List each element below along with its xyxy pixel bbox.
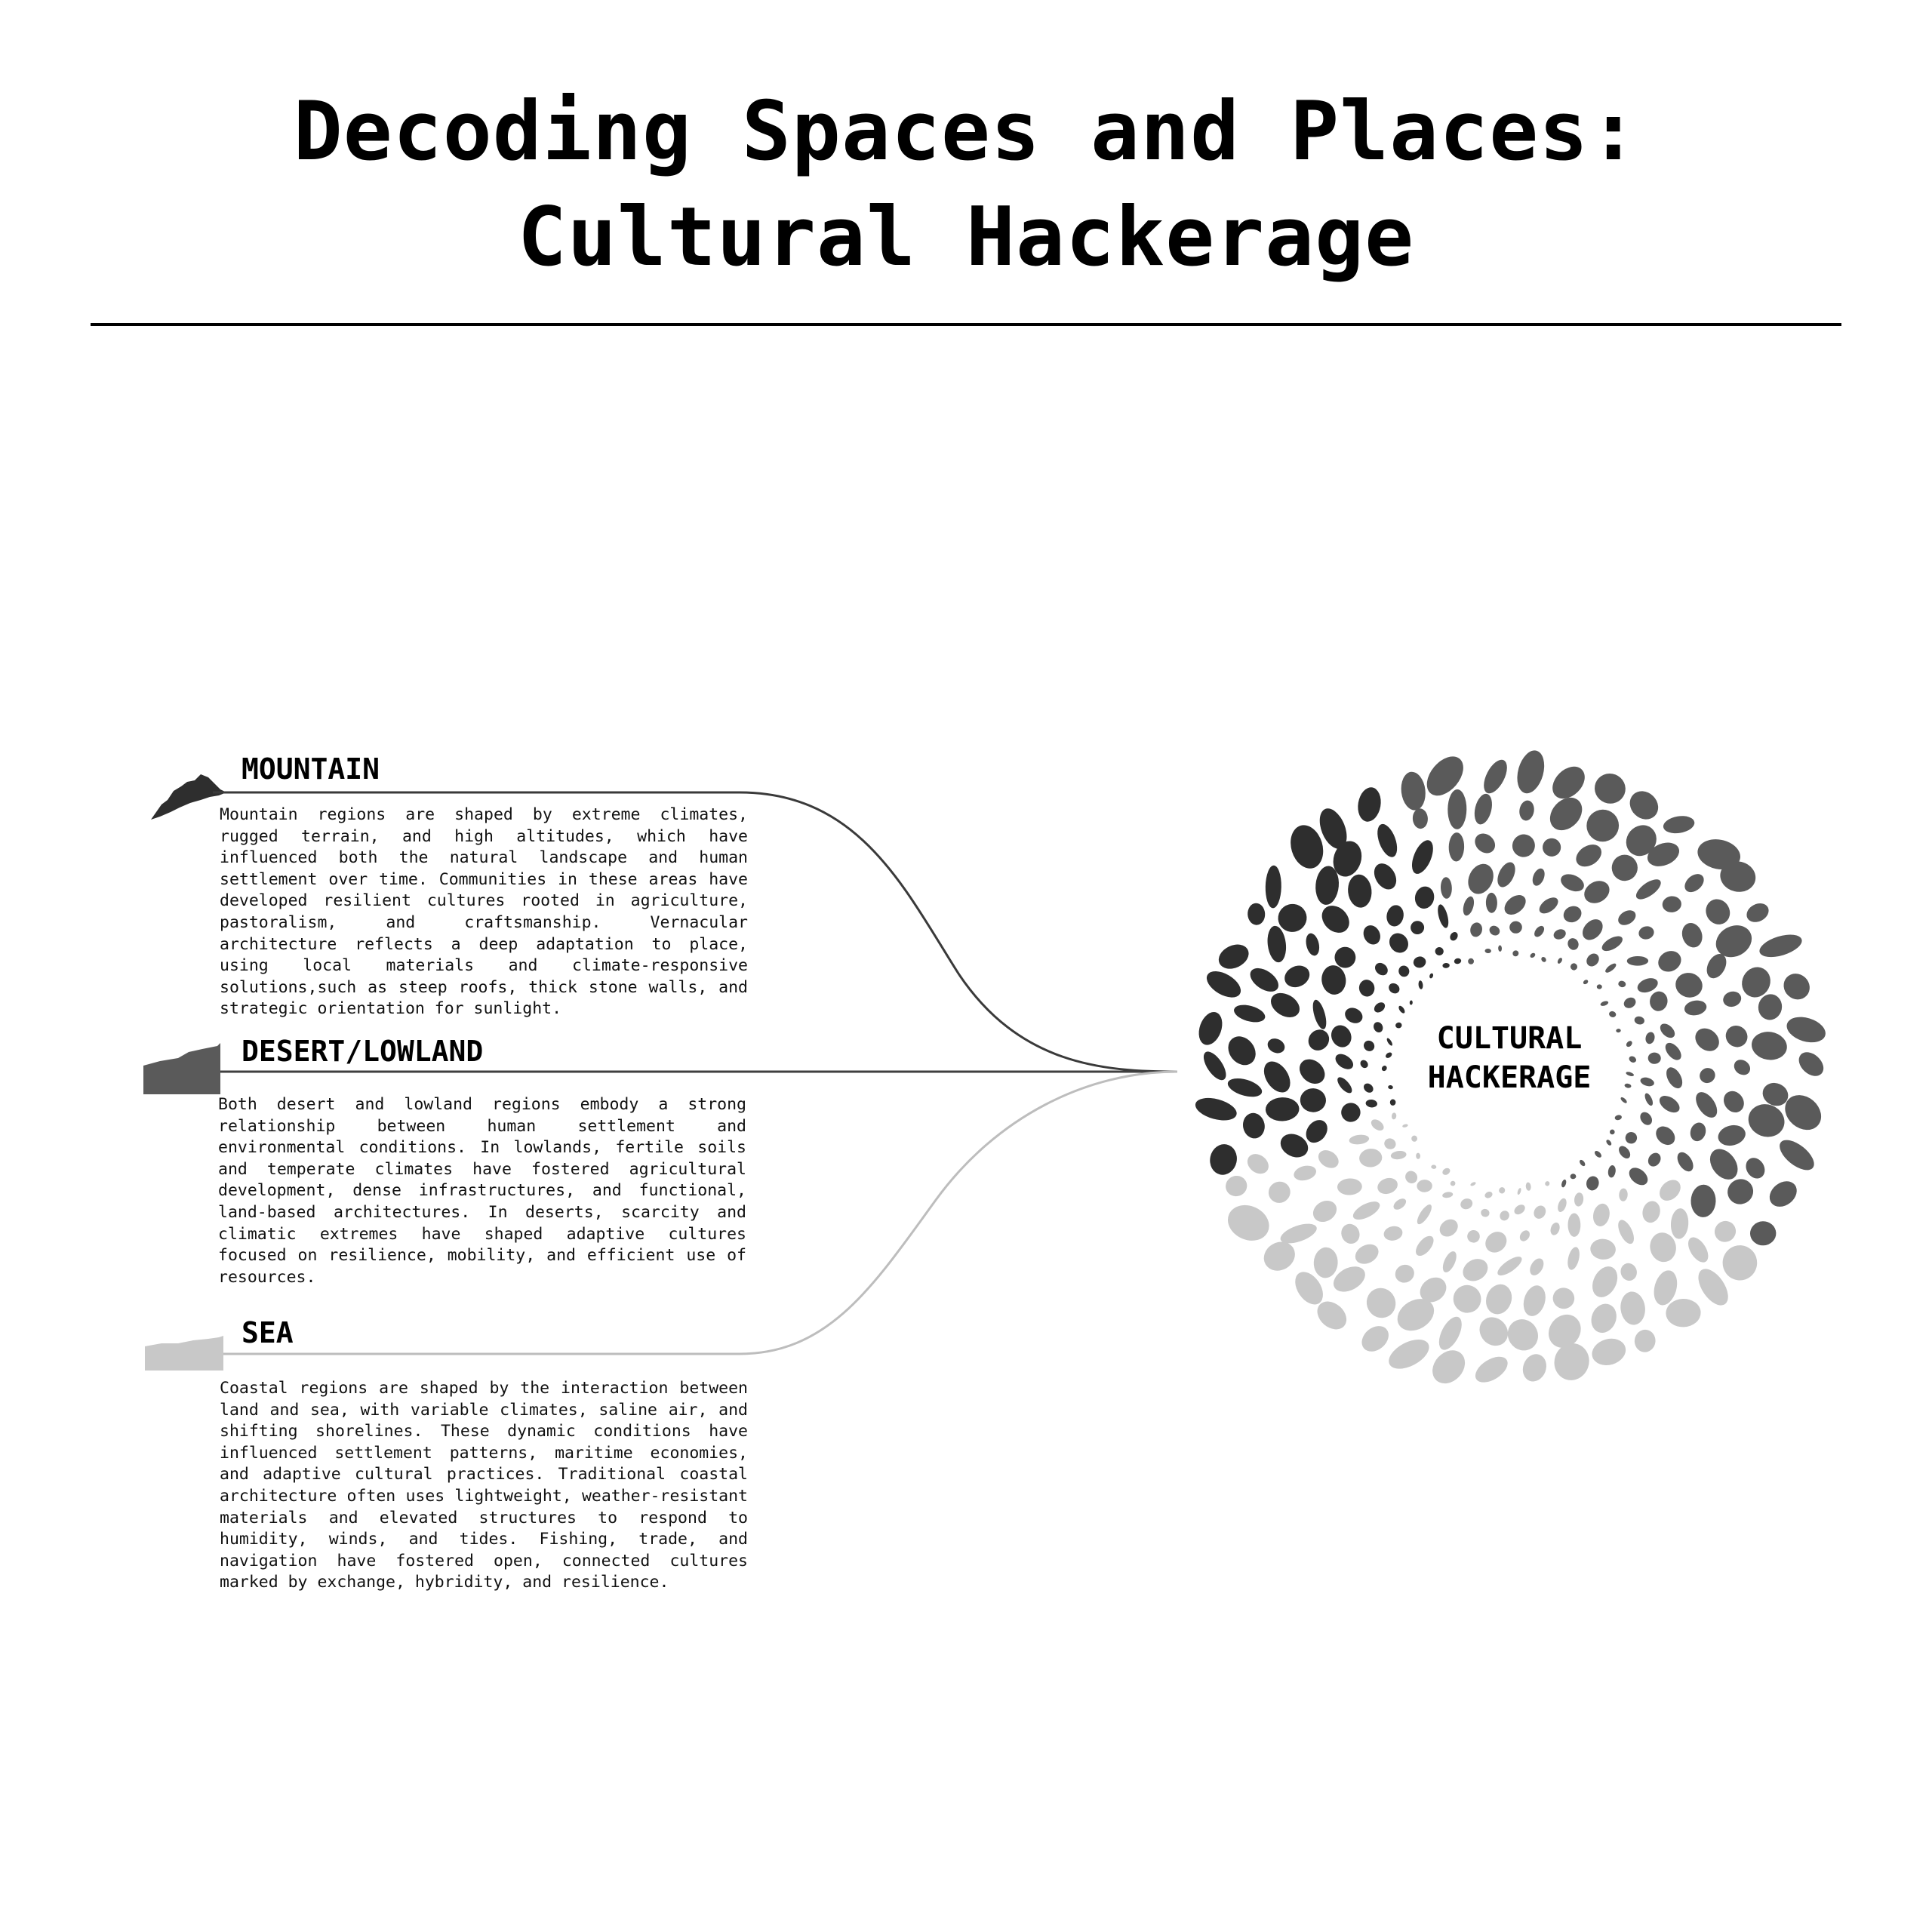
wheel-silhouette [1358,1059,1369,1070]
wheel-silhouette [1193,1094,1239,1124]
wheel-silhouette [1640,1199,1662,1225]
wheel-silhouette [1509,830,1540,861]
wheel-silhouette [1346,873,1373,909]
mountain-heading: MOUNTAIN [242,752,380,786]
wheel-silhouette [1502,1313,1544,1356]
wheel-silhouette [1749,1221,1777,1246]
wheel-silhouette [1619,1188,1628,1201]
wheel-silhouette [1624,786,1664,826]
wheel-silhouette [1600,1000,1609,1007]
wheel-silhouette [1392,1196,1408,1211]
wheel-silhouette [1304,1026,1334,1055]
wheel-silhouette [1232,1001,1267,1025]
center-label [1404,1019,1615,1097]
wheel-silhouette [1691,1088,1721,1121]
wheel-silhouette [1265,1178,1294,1207]
wheel-silhouette [1399,771,1428,812]
wheel-silhouette [1590,769,1630,808]
wheel-silhouette [1418,980,1423,989]
wheel-silhouette [1459,1197,1474,1211]
wheel-silhouette [1520,1283,1549,1319]
wheel-silhouette [1778,968,1815,1004]
wheel-silhouette [1566,937,1580,952]
wheel-silhouette [1395,1022,1402,1029]
wheel-silhouette [1609,1128,1616,1135]
wheel-silhouette [1441,1167,1452,1177]
wheel-silhouette [1552,928,1567,941]
wheel-silhouette [1246,964,1282,997]
wheel-silhouette [1657,1092,1683,1115]
wheel-silhouette [1384,1334,1434,1375]
wheel-silhouette [1407,837,1437,877]
wheel-silhouette [1672,970,1705,1001]
wheel-silhouette [1604,962,1617,974]
wheel-silhouette [1648,990,1669,1013]
mountain-silhouette-icon [151,774,226,820]
wheel-silhouette [1533,924,1546,939]
wheel-silhouette [1471,1352,1512,1388]
wheel-silhouette [1537,894,1561,917]
wheel-silhouette [1313,1247,1339,1278]
wheel-silhouette [1579,915,1607,944]
wheel-silhouette [1459,1254,1492,1285]
wheel-silhouette [1656,1176,1685,1205]
wheel-silhouette [1617,980,1626,989]
wheel-silhouette [1410,1000,1413,1004]
wheel-silhouette [1723,1174,1758,1208]
wheel-silhouette [1644,1031,1656,1044]
wheel-silhouette [1589,1238,1617,1260]
title-line-1: Decoding Spaces and Places: [293,85,1639,179]
wheel-silhouette [1416,1152,1420,1158]
wheel-silhouette [1195,1009,1226,1048]
wheel-silhouette [1495,1254,1524,1279]
wheel-silhouette [1617,1144,1632,1161]
wheel-silhouette [1362,1081,1375,1094]
wheel-silhouette [1447,789,1467,829]
wheel-silhouette [1484,1190,1494,1199]
wheel-silhouette [1320,964,1348,996]
wheel-silhouette [1600,934,1626,955]
wheel-silhouette [1480,1208,1491,1218]
wheel-silhouette [1556,1197,1568,1213]
wheel-silhouette [1657,1021,1677,1041]
wheel-silhouette [1484,949,1491,953]
wheel-silhouette [1749,1029,1789,1063]
wheel-silhouette [1343,1005,1365,1026]
wheel-silhouette [1412,808,1429,829]
wheel-silhouette [1266,988,1304,1022]
wheel-silhouette [1544,1180,1550,1186]
wheel-silhouette [1350,1198,1383,1223]
wheel-silhouette [1469,921,1483,938]
wheel-silhouette [1266,924,1288,963]
wheel-silhouette [1498,945,1502,952]
wheel-silhouette [1392,1112,1397,1120]
wheel-silhouette [1373,961,1390,978]
wheel-silhouette [1244,1150,1272,1178]
wheel-silhouette [1579,1158,1586,1167]
wheel-silhouette [1513,747,1549,796]
wheel-silhouette [1338,1221,1362,1247]
wheel-silhouette [1357,1321,1394,1357]
wheel-silhouette [1666,1298,1702,1327]
wheel-silhouette [1222,1198,1275,1247]
lowland-silhouette-icon [143,1043,220,1094]
wheel-silhouette [1417,1180,1432,1192]
wheel-silhouette [1721,1244,1758,1281]
wheel-silhouette [1662,814,1696,835]
wheel-silhouette [1616,907,1638,928]
wheel-silhouette [1683,998,1708,1017]
wheel-silhouette [1383,1137,1397,1151]
wheel-silhouette [1633,1328,1657,1353]
wheel-silhouette [1716,1122,1748,1149]
wheel-silhouette [1593,1149,1602,1158]
wheel-silhouette [1582,804,1624,847]
wheel-silhouette [1471,829,1499,857]
wheel-silhouette [1390,1099,1396,1106]
wheel-silhouette [1383,1225,1404,1242]
wheel-silhouette [1281,961,1312,991]
wheel-silhouette [1226,1075,1264,1100]
wheel-silhouette [1645,1150,1663,1168]
wheel-silhouette [1199,1048,1230,1084]
wheel-silhouette [1481,1227,1511,1257]
wheel-silhouette [1512,1203,1527,1217]
wheel-silhouette [1501,891,1530,918]
wheel-silhouette [1637,924,1655,941]
wheel-silhouette [1662,895,1682,913]
wheel-silhouette [1756,992,1784,1022]
wheel-silhouette [1583,979,1589,985]
wheel-silhouette [1315,1146,1343,1171]
wheel-silhouette [1518,799,1535,822]
wheel-silhouette [1370,860,1401,894]
wheel-silhouette [1634,1015,1645,1025]
wheel-silhouette [1704,1143,1743,1184]
wheel-silhouette [1512,949,1520,958]
wheel-silhouette [1381,1065,1388,1072]
wheel-silhouette [1721,1021,1752,1051]
wheel-silhouette [1410,920,1426,936]
wheel-silhouette [1670,1208,1690,1239]
title-line-2: Cultural Hackerage [517,190,1415,285]
wheel-silhouette [1584,951,1601,969]
wheel-silhouette [1566,1246,1582,1271]
wheel-silhouette [1372,1000,1386,1014]
wheel-silhouette [1587,1300,1621,1337]
wheel-silhouette [1247,903,1265,925]
wheel-silhouette [1744,1100,1789,1143]
wheel-silhouette [1292,1164,1318,1183]
wheel-silhouette [1388,1085,1393,1090]
wheel-silhouette [1624,1131,1639,1146]
sea-heading: SEA [242,1316,294,1349]
wheel-silhouette [1498,1186,1506,1194]
wheel-silhouette [1352,1241,1382,1268]
wheel-silhouette [1572,840,1605,871]
wheel-silhouette [1591,1202,1611,1228]
wheel-silhouette [1679,920,1706,949]
wheel-silhouette [1721,989,1743,1009]
wheel-silhouette [1414,1202,1434,1226]
wheel-silhouette [1616,1029,1621,1033]
wheel-silhouette [1340,1101,1362,1124]
wheel-silhouette [1605,1139,1613,1146]
wheel-silhouette [1448,832,1464,862]
wheel-silhouette [1519,1351,1550,1385]
wheel-silhouette [1743,900,1772,926]
wheel-silhouette [1461,895,1476,917]
wheel-silhouette [1436,1216,1461,1240]
wheel-silhouette [1385,903,1406,928]
wheel-silhouette [1207,1142,1239,1177]
wheel-silhouette [1316,900,1355,938]
wheel-silhouette [1498,1209,1511,1223]
wheel-silhouette [1434,946,1444,957]
wheel-silhouette [1474,1312,1514,1352]
wheel-silhouette [1625,1040,1633,1048]
wheel-silhouette [1202,966,1245,1003]
wheel-silhouette [1589,1335,1629,1370]
wheel-silhouette [1442,1191,1454,1198]
wheel-silhouette [1487,924,1502,937]
wheel-silhouette [1349,1134,1370,1146]
wheel-silhouette [1525,1182,1531,1191]
wheel-silhouette [1527,1256,1547,1278]
wheel-silhouette [1355,786,1383,823]
wheel-silhouette [1663,1065,1686,1091]
wheel-silhouette [1375,1176,1399,1197]
wheel-silhouette [1494,860,1519,890]
wheel-silhouette [1558,871,1587,895]
wheel-silhouette [1529,952,1536,958]
wheel-silhouette [1259,1057,1296,1097]
wheel-silhouette [1674,1149,1697,1174]
wheel-silhouette [1413,884,1436,910]
wheel-silhouette [1681,870,1708,896]
wheel-silhouette [1619,1291,1647,1327]
wheel-silhouette [1472,792,1495,826]
wheel-silhouette [1627,956,1649,966]
wheel-silhouette [1608,1011,1617,1018]
wheel-silhouette [1690,1184,1716,1217]
wheel-silhouette [1426,1344,1472,1390]
wheel-silhouette [1624,1083,1632,1088]
wheel-silhouette [1518,1229,1532,1243]
wheel-silhouette [1557,957,1564,964]
wheel-silhouette [1265,866,1281,909]
wheel-silhouette [1223,1031,1261,1071]
wheel-silhouette [1454,958,1462,964]
wheel-silhouette [1468,958,1474,964]
wheel-silhouette [1431,1164,1436,1169]
wheel-silhouette [1448,931,1459,942]
sea-silhouette-icon [145,1336,223,1371]
wheel-silhouette [1411,1135,1418,1142]
wheel-silhouette [1647,1052,1661,1064]
wheel-silhouette [1655,947,1685,976]
wheel-silhouette [1626,1164,1651,1189]
wheel-silhouette [1539,835,1564,860]
wheel-silhouette [1440,877,1452,899]
wheel-silhouette [1479,756,1512,797]
wheel-silhouette [1570,1174,1576,1180]
wheel-silhouette [1358,1148,1383,1168]
wheel-silhouette [1300,1088,1327,1112]
wheel-silhouette [1783,1013,1829,1047]
wheel-silhouette [1540,956,1547,963]
wheel-silhouette [1720,1087,1749,1116]
wheel-silhouette [1361,1038,1377,1054]
wheel-silhouette [1429,973,1434,979]
wheel-silhouette [1386,1037,1393,1046]
wheel-silhouette [1690,1023,1724,1056]
desert-description: Both desert and lowland regions embody a strong relationship between human settlement and environmental conditions. In lowlands, fertile soils and temperate climates have fostered agricultural development, dense infrastructures, and functional, land-based architectures. In deserts, scarcity and climatic extremes have shaped adaptive cultures focused on resilience, mobility, and efficient use of resources. [218,1095,746,1287]
wheel-silhouette [1517,1188,1522,1195]
wheel-silhouette [1663,1040,1684,1063]
wheel-silhouette [1633,875,1664,903]
wheel-silhouette [1440,1249,1459,1274]
wheel-silhouette [1335,1075,1355,1095]
wheel-silhouette [1585,1175,1601,1192]
wheel-silhouette [1731,1057,1753,1078]
wheel-silhouette [1561,1179,1567,1188]
mountain-description: Mountain regions are shaped by extreme climates, rugged terrain, and high altitudes, which have influenced both the natural landscape and human settlement over time. Communities in these areas have developed resilient cultures rooted in agriculture, pastoralism, and craftsmanship. Vernacular architecture reflects a deep adaptation to place, using local materials and climate-responsive solutions,such as steep roofs, thick stone walls, and strategic orientation for sunlight. [220,805,748,1019]
wheel-silhouette [1622,995,1638,1010]
wheel-silhouette [1369,1117,1386,1133]
wheel-silhouette [1266,1036,1287,1057]
wheel-silhouette [1742,1155,1768,1183]
wheel-silhouette [1757,931,1804,961]
wheel-silhouette [1372,1020,1385,1034]
wheel-silhouette [1309,1196,1341,1226]
sea-description: Coastal regions are shaped by the interaction between land and sea, with variable climates, saline air, and shifting shorelines. These dynamic conditions have influenced settlement patterns, maritime economies, and adaptive cultural practices. Traditional coastal architecture often uses lightweight, weather-resistant materials and elevated structures to respond to humidity, winds, and tides. Fishing, trade, and navigation have fostered open, connected cultures marked by exchange, hybridity, and resilience. [220,1379,748,1592]
wheel-silhouette [1397,964,1411,978]
wheel-silhouette [1358,979,1376,998]
wheel-silhouette [1587,1262,1622,1301]
wheel-silhouette [1611,854,1638,881]
wheel-silhouette [1360,922,1383,947]
wheel-silhouette [1567,1213,1580,1237]
wheel-silhouette [1701,895,1734,929]
wheel-silhouette [1390,1150,1407,1161]
wheel-silhouette [1684,1234,1712,1266]
wheel-silhouette [1652,1123,1678,1149]
wheel-silhouette [1241,1111,1267,1140]
wheel-silhouette [1447,1279,1487,1318]
wheel-silhouette [1486,893,1497,913]
wheel-silhouette [1711,1217,1740,1246]
wheel-silhouette [1385,1051,1393,1059]
wheel-silhouette [1413,1233,1437,1260]
wheel-silhouette [1607,1164,1617,1178]
wheel-silhouette [1265,1097,1300,1121]
wheel-silhouette [1570,962,1578,971]
wheel-silhouette [1337,1178,1363,1196]
wheel-silhouette [1463,860,1498,898]
wheel-silhouette [1643,1092,1654,1107]
wheel-silhouette [1551,1285,1577,1311]
wheel-silhouette [1374,821,1401,860]
wheel-silhouette [1333,1051,1356,1072]
wheel-silhouette [1794,1048,1828,1081]
wheel-silhouette [1597,984,1602,989]
wheel-silhouette [1361,1283,1401,1323]
wheel-silhouette [1223,1173,1249,1199]
wheel-silhouette [1561,903,1584,925]
wheel-silhouette [1549,1221,1561,1236]
wheel-silhouette [1688,1121,1709,1143]
wheel-silhouette [1697,1065,1718,1086]
wheel-silhouette [1402,1124,1408,1128]
wheel-silhouette [1450,1180,1457,1187]
wheel-silhouette [1442,963,1450,969]
center-label-line-1: CULTURAL [1436,1021,1583,1056]
wheel-silhouette [1412,955,1427,969]
wheel-silhouette [1615,1217,1637,1246]
wheel-silhouette [1620,1097,1628,1104]
wheel-silhouette [1392,1262,1417,1286]
wheel-silhouette [1531,866,1547,888]
wheel-silhouette [1435,1313,1466,1353]
wheel-silhouette [1481,1281,1515,1318]
wheel-silhouette [1386,930,1412,957]
wheel-silhouette [1387,981,1402,995]
wheel-silhouette [1327,1022,1355,1051]
wheel-silhouette [1435,903,1451,929]
wheel-silhouette [1531,1204,1548,1221]
wheel-silhouette [1626,1071,1635,1077]
wheel-silhouette [1639,1076,1655,1088]
wheel-silhouette [1215,940,1253,974]
wheel-silhouette [1470,1181,1477,1186]
wheel-silhouette [1403,1169,1420,1186]
wheel-silhouette [1774,1134,1819,1176]
wheel-silhouette [1580,876,1614,907]
wheel-silhouette [1310,998,1329,1031]
center-label-line-2: HACKERAGE [1427,1060,1592,1095]
wheel-silhouette [1574,1192,1584,1208]
wheel-silhouette [1465,1228,1482,1245]
wheel-silhouette [1304,932,1321,957]
wheel-silhouette [1614,1115,1623,1121]
wheel-silhouette [1509,921,1522,934]
wheel-silhouette [1618,1261,1639,1283]
wheel-silhouette [1294,1054,1330,1089]
desert-heading: DESERT/LOWLAND [242,1035,484,1068]
wheel-silhouette [1628,1055,1638,1064]
wheel-silhouette [1398,1004,1406,1014]
wheel-silhouette [1365,1099,1377,1108]
wheel-silhouette [1638,1110,1654,1128]
wheel-silhouette [1764,1176,1801,1212]
